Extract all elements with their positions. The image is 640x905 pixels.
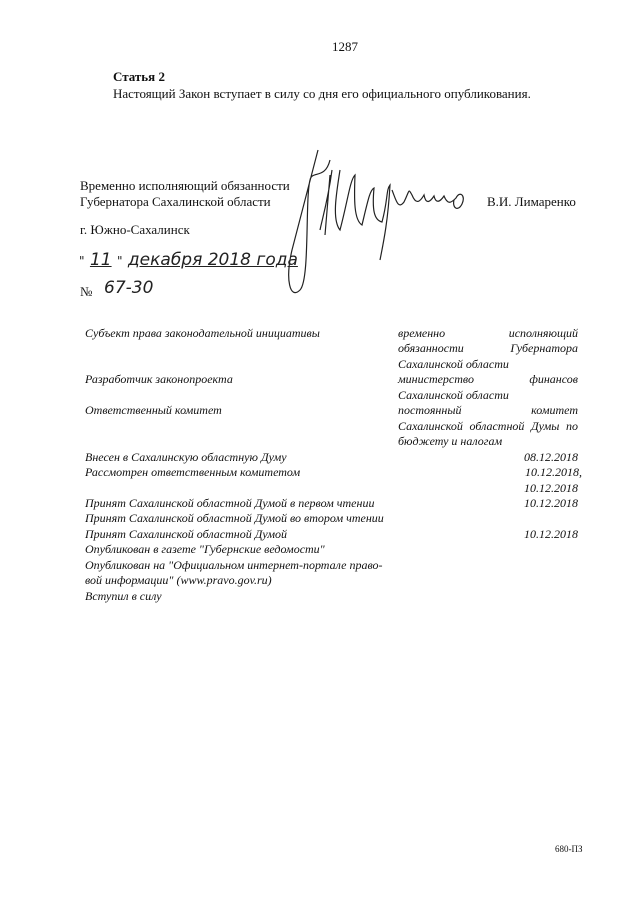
developer-line: Сахалинской области bbox=[398, 388, 509, 402]
row-label: вой информации" (www.pravo.gov.ru) bbox=[85, 573, 272, 587]
row-value: 10.12.2018 bbox=[524, 527, 578, 541]
committee-line: бюджету и налогам bbox=[398, 434, 503, 448]
subject-line: обязанности Губернатора bbox=[398, 341, 578, 355]
row-label: Внесен в Сахалинскую областную Думу bbox=[85, 450, 287, 464]
place: г. Южно-Сахалинск bbox=[80, 222, 190, 237]
row-value: 10.12.2018 bbox=[524, 496, 578, 510]
date-line bbox=[79, 250, 298, 270]
subject-label: Субъект права законодательной инициативы bbox=[85, 326, 320, 340]
row-label: Опубликован на "Официальном интернет-портале право- bbox=[85, 558, 383, 572]
signatory-title-1: Временно исполняющий обязанности bbox=[80, 178, 290, 193]
row-value: 10.12.2018, bbox=[525, 465, 582, 479]
signatory-title-2: Губернатора Сахалинской области bbox=[80, 194, 271, 209]
number-value: 67-30 bbox=[104, 278, 154, 298]
row-label: Принят Сахалинской областной Думой bbox=[85, 527, 288, 541]
quote-close: " bbox=[116, 254, 123, 268]
committee-line: Сахалинской областной Думы по bbox=[398, 419, 578, 433]
row-label: Опубликован в газете "Губернские ведомости" bbox=[85, 542, 325, 556]
number-label: № bbox=[80, 284, 93, 299]
date-month-year: декабря 2018 года bbox=[127, 250, 298, 270]
footer-code: 680-ПЗ bbox=[555, 844, 583, 854]
subject-line: временно исполняющий bbox=[398, 326, 578, 340]
article-heading: Статья 2 bbox=[113, 69, 165, 84]
row-label: Принят Сахалинской областной Думой в первом чтении bbox=[85, 496, 375, 510]
developer-label: Разработчик законопроекта bbox=[85, 372, 233, 386]
quote-open: " bbox=[79, 254, 85, 268]
article-text: Настоящий Закон вступает в силу со дня его официального опубликования. bbox=[113, 86, 531, 101]
date-day: 11 bbox=[89, 250, 112, 270]
page-number: 1287 bbox=[332, 39, 358, 54]
row-label: Принят Сахалинской областной Думой во втором чтении bbox=[85, 511, 384, 525]
row-value: 10.12.2018 bbox=[524, 481, 578, 495]
row-label: Рассмотрен ответственным комитетом bbox=[85, 465, 301, 479]
row-value: 08.12.2018 bbox=[524, 450, 578, 464]
signatory-name: В.И. Лимаренко bbox=[487, 194, 576, 209]
developer-line: министерство финансов bbox=[398, 372, 578, 386]
committee-line: постоянный комитет bbox=[398, 403, 578, 417]
row-label: Вступил в силу bbox=[85, 589, 162, 603]
committee-label: Ответственный комитет bbox=[85, 403, 222, 417]
subject-line: Сахалинской области bbox=[398, 357, 509, 371]
signature-icon bbox=[270, 140, 490, 310]
